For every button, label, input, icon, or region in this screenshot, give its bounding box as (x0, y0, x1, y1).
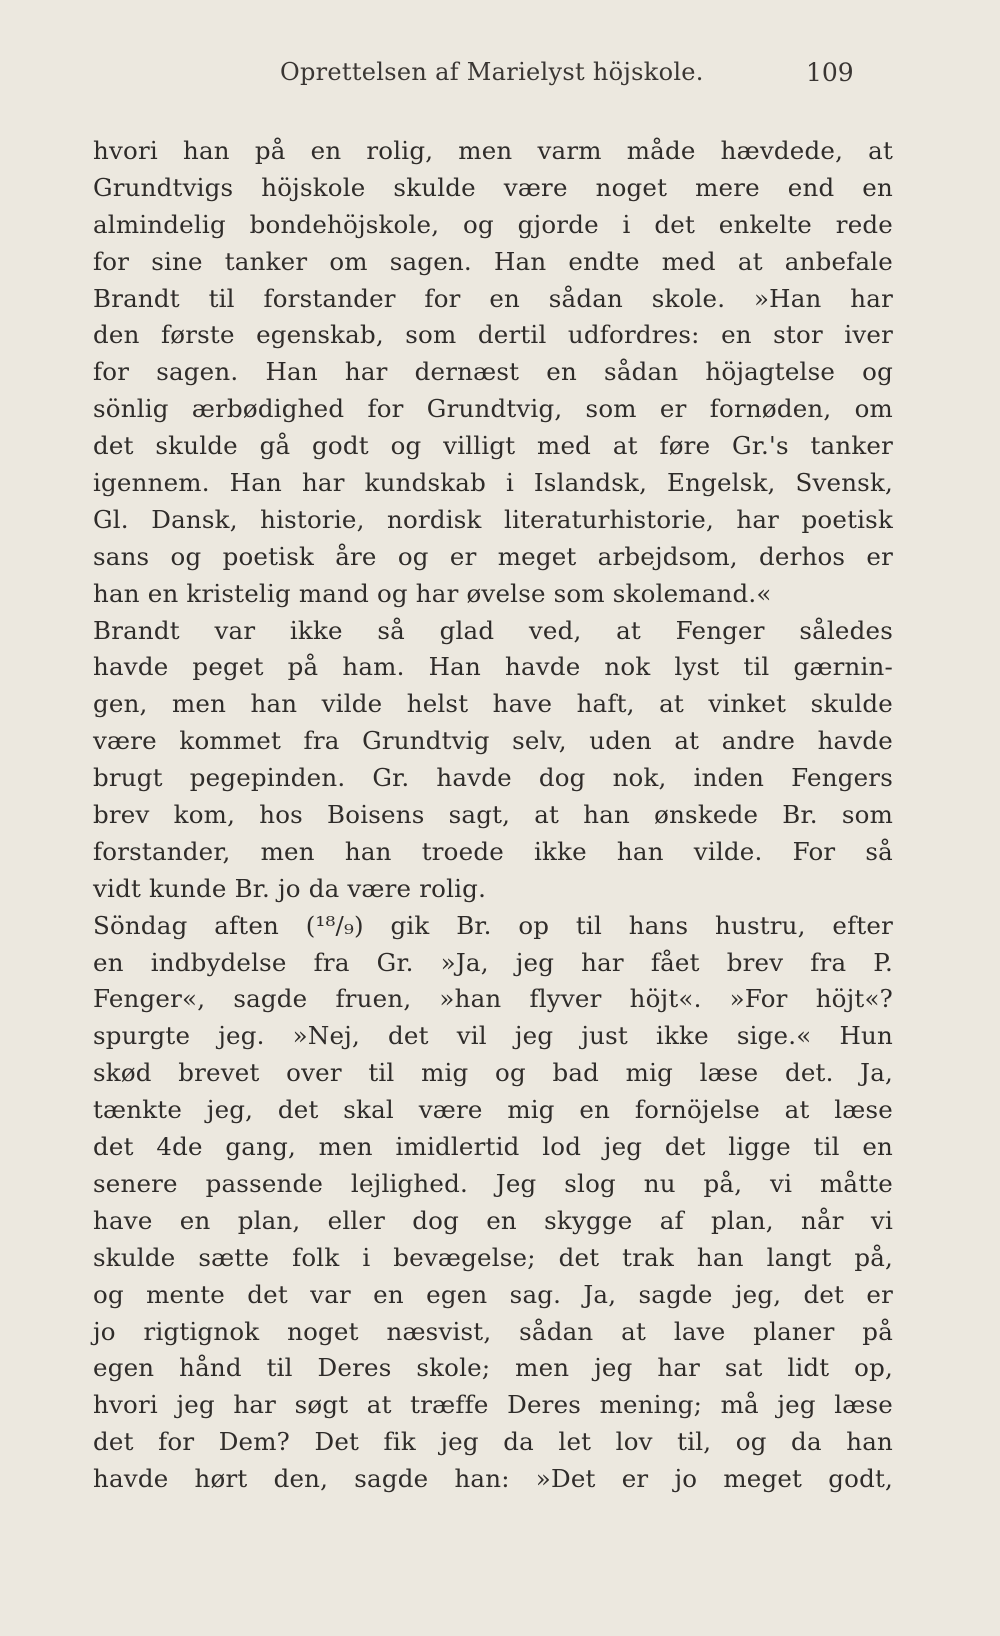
text-line: det for Dem? Det fik jeg da let lov til, og da han (93, 1427, 893, 1457)
text-line: en indbydelse fra Gr. »Ja, jeg har fået brev fra P. (93, 947, 893, 977)
text-line: Brandt til forstander for en sådan skole. »Han har (93, 283, 893, 313)
text-line: være kommet fra Grundtvig selv, uden at andre havde (93, 726, 893, 756)
body-text (93, 133, 893, 1498)
text-line: havde hørt den, sagde han: »Det er jo meget godt, (93, 1464, 893, 1494)
text-line: Fenger«, sagde fruen, »han flyver höjt«. »For höjt«? (93, 984, 893, 1014)
text-line: gen, men han vilde helst have haft, at vinket skulde (93, 689, 893, 719)
text-line: tænkte jeg, det skal være mig en fornöjelse at læse (93, 1095, 893, 1125)
text-line: egen hånd til Deres skole; men jeg har sat lidt op, (93, 1353, 893, 1383)
text-line: brev kom, hos Boisens sagt, at han ønskede Br. som (93, 800, 893, 830)
text-line: sans og poetisk åre og er meget arbejdsom, derhos er (93, 541, 893, 571)
text-line: Söndag aften (¹⁸/₉) gik Br. op til hans hustru, efter (93, 910, 893, 940)
text-line: spurgte jeg. »Nej, det vil jeg just ikke sige.« Hun (93, 1021, 893, 1051)
text-line: almindelig bondehöjskole, og gjorde i det enkelte rede (93, 209, 893, 239)
page-number: 109 (806, 58, 854, 87)
text-line: have en plan, eller dog en skygge af plan, når vi (93, 1205, 893, 1235)
text-line: senere passende lejlighed. Jeg slog nu på, vi måtte (93, 1168, 893, 1198)
running-title: Oprettelsen af Marielyst höjskole. (280, 58, 704, 86)
text-line: skød brevet over til mig og bad mig læse det. Ja, (93, 1058, 893, 1088)
text-line: det skulde gå godt og villigt med at føre Gr.'s tanker (93, 431, 893, 461)
text-line: forstander, men han troede ikke han vilde. For så (93, 836, 893, 866)
text-line: han en kristelig mand og har øvelse som skolemand.« (93, 578, 772, 608)
text-line: Gl. Dansk, historie, nordisk literaturhistorie, har poetisk (93, 504, 893, 534)
text-line: det 4de gang, men imidlertid lod jeg det ligge til en (93, 1132, 893, 1162)
text-line: for sagen. Han har dernæst en sådan höjagtelse og (93, 357, 893, 387)
text-line: jo rigtignok noget næsvist, sådan at lave planer på (93, 1316, 893, 1346)
text-line: Grundtvigs höjskole skulde være noget mere end en (93, 172, 893, 202)
text-line: sönlig ærbødighed for Grundtvig, som er fornøden, om (93, 394, 893, 424)
text-line: og mente det var en egen sag. Ja, sagde jeg, det er (93, 1279, 893, 1309)
text-line: hvori han på en rolig, men varm måde hævdede, at (93, 136, 893, 165)
running-head (0, 58, 1000, 98)
text-line: brugt pegepinden. Gr. havde dog nok, inden Fengers (93, 763, 893, 793)
text-line: den første egenskab, som dertil udfordres: en stor iver (93, 320, 893, 350)
text-line: Brandt var ikke så glad ved, at Fenger således (93, 615, 893, 645)
text-line: skulde sætte folk i bevægelse; det trak han langt på, (93, 1242, 893, 1272)
text-line: havde peget på ham. Han havde nok lyst til gærnin- (93, 652, 893, 682)
text-line: for sine tanker om sagen. Han endte med at anbefale (93, 246, 893, 276)
text-line: igennem. Han har kundskab i Islandsk, Engelsk, Svensk, (93, 468, 893, 498)
text-line: hvori jeg har søgt at træffe Deres mening; må jeg læse (93, 1390, 893, 1420)
text-line: vidt kunde Br. jo da være rolig. (93, 873, 487, 903)
